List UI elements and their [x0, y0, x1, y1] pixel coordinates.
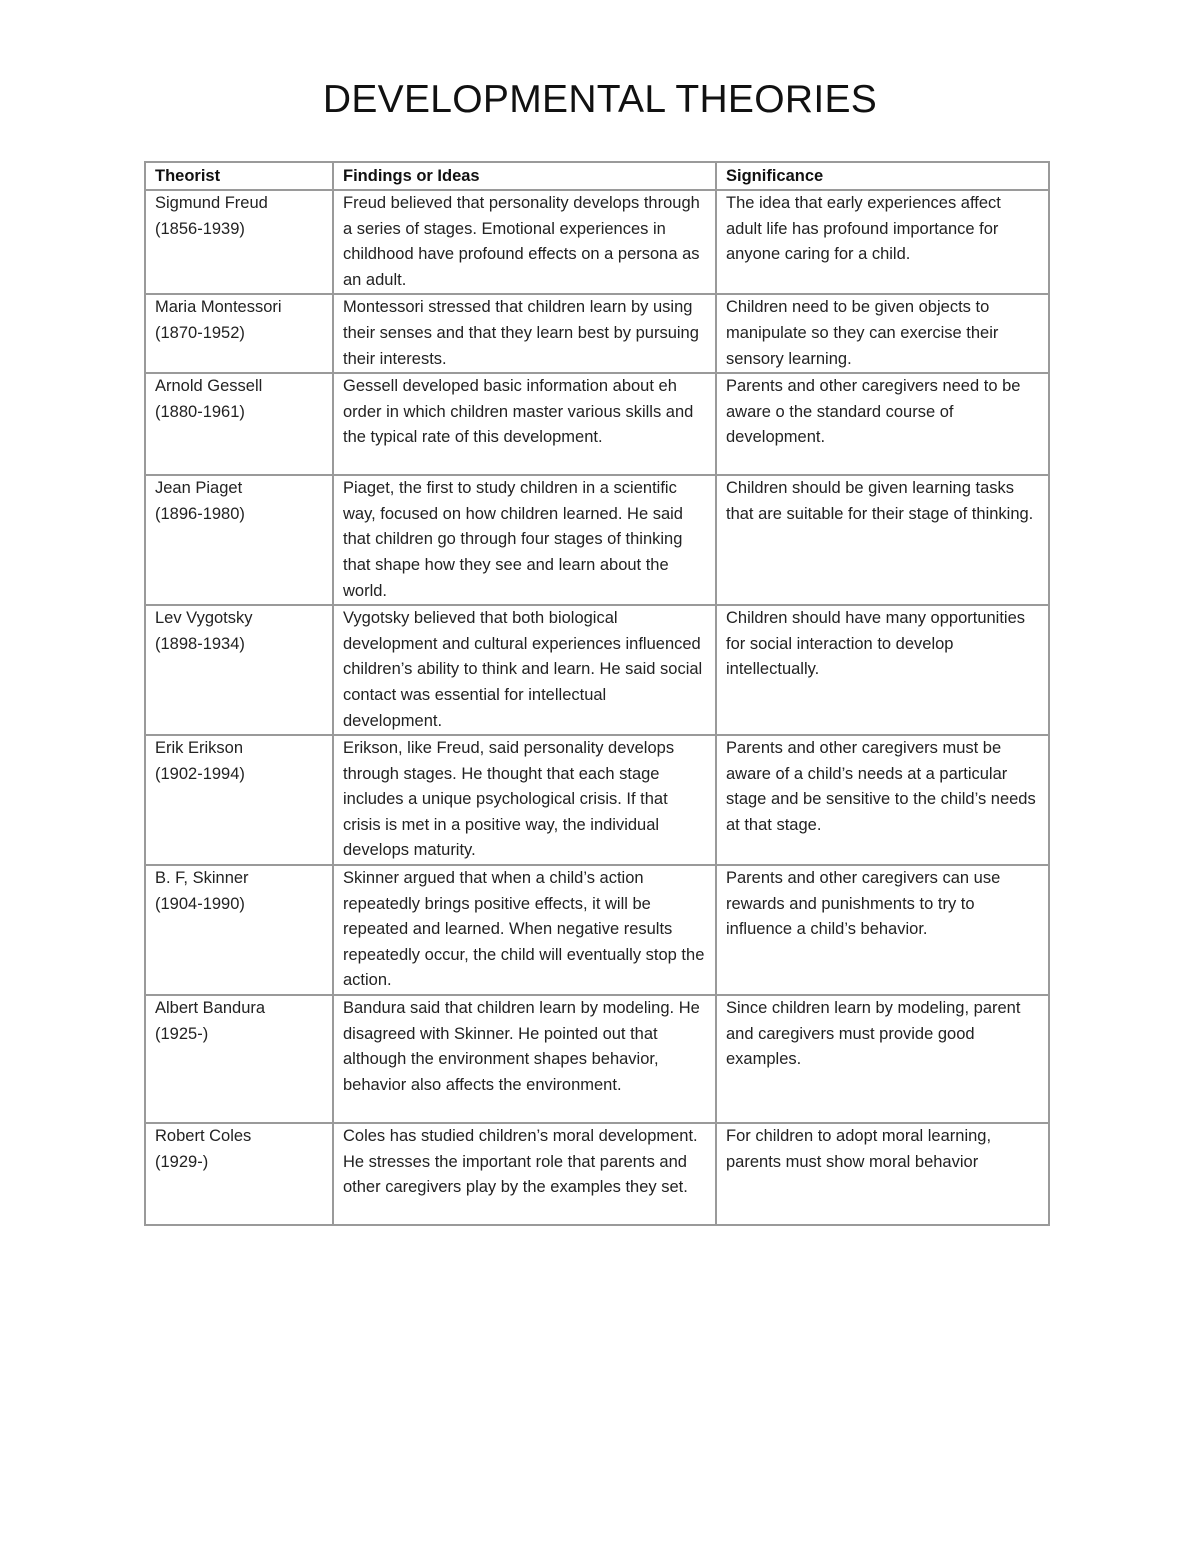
- theorist-cell: [145, 995, 333, 1123]
- findings-text: Erikson, like Freud, said personality develops through stages. He thought that each stage includes a unique psychological crisis. If that crisis is met in a positive way, the individual develops maturity.: [343, 739, 675, 860]
- table-row: [145, 865, 1049, 995]
- findings-text: Gessell developed basic information about eh order in which children master various skills and the typical rate of this development.: [343, 377, 694, 447]
- theorist-years: (1929-): [155, 1152, 209, 1171]
- theorist-years: (1925-): [155, 1024, 209, 1043]
- significance-text: Parents and other caregivers need to be aware o the standard course of development.: [726, 377, 1021, 447]
- findings-text: Montessori stressed that children learn by using their senses and that they learn best by pursuing their interests.: [343, 298, 699, 368]
- theorist-years: (1904-1990): [155, 894, 245, 913]
- findings-cell: [333, 1123, 716, 1225]
- significance-text: The idea that early experiences affect adult life has profound importance for anyone caring for a child.: [726, 194, 1001, 264]
- table-header-row: [145, 162, 1049, 190]
- table-row: [145, 190, 1049, 294]
- table-row: [145, 475, 1049, 605]
- theorist-cell: [145, 373, 333, 475]
- theorist-cell: [145, 735, 333, 865]
- theorist-cell: [145, 865, 333, 995]
- significance-cell: [716, 475, 1049, 605]
- theories-table: [144, 161, 1050, 1226]
- table-row: [145, 735, 1049, 865]
- header-findings: Findings or Ideas: [333, 162, 716, 190]
- theorist-name: Lev Vygotsky: [155, 609, 253, 628]
- theorist-name: B. F, Skinner: [155, 869, 249, 888]
- theorist-name: Maria Montessori: [155, 298, 282, 317]
- findings-cell: [333, 475, 716, 605]
- theorist-name: Sigmund Freud: [155, 194, 268, 212]
- theorist-cell: [145, 190, 333, 294]
- theorist-years: (1902-1994): [155, 764, 245, 783]
- findings-text: Bandura said that children learn by modeling. He disagreed with Skinner. He pointed out that although the environment shapes behavior, behavior also affects the environment.: [343, 999, 700, 1094]
- header-theorist: Theorist: [145, 162, 333, 190]
- significance-text: For children to adopt moral learning, parents must show moral behavior: [726, 1127, 992, 1171]
- theorist-years: (1870-1952): [155, 323, 245, 342]
- theorist-cell: [145, 475, 333, 605]
- theorist-years: (1898-1934): [155, 634, 245, 653]
- significance-text: Children should have many opportunities for social interaction to develop intellectually.: [726, 609, 1026, 679]
- findings-cell: [333, 294, 716, 373]
- theorist-name: Albert Bandura: [155, 999, 266, 1018]
- findings-cell: [333, 373, 716, 475]
- findings-text: Skinner argued that when a child’s action repeatedly brings positive effects, it will be repeated and learned. When negative results repeatedly occur, the child will eventually stop the action.: [343, 869, 705, 990]
- findings-text: Coles has studied children’s moral development. He stresses the important role that parents and other caregivers play by the examples they set.: [343, 1127, 698, 1197]
- significance-cell: [716, 190, 1049, 294]
- findings-cell: [333, 995, 716, 1123]
- findings-cell: [333, 190, 716, 294]
- theorist-name: Robert Coles: [155, 1127, 252, 1146]
- findings-text: Freud believed that personality develops through a series of stages. Emotional experiences in childhood have profound effects on a persona as an adult.: [343, 194, 700, 289]
- header-significance: Significance: [716, 162, 1049, 190]
- table-row: [145, 995, 1049, 1123]
- theorist-cell: [145, 1123, 333, 1225]
- significance-cell: [716, 995, 1049, 1123]
- table-row: [145, 294, 1049, 373]
- theorist-cell: [145, 294, 333, 373]
- significance-text: Since children learn by modeling, parent and caregivers must provide good examples.: [726, 999, 1021, 1069]
- findings-cell: [333, 735, 716, 865]
- significance-cell: [716, 294, 1049, 373]
- significance-text: Parents and other caregivers must be aware of a child’s needs at a particular stage and be sensitive to the child’s needs at that stage.: [726, 739, 1036, 834]
- significance-text: Children should be given learning tasks that are suitable for their stage of thinking.: [726, 479, 1034, 523]
- findings-cell: [333, 865, 716, 995]
- theorist-name: Arnold Gessell: [155, 377, 263, 396]
- theorist-name: Jean Piaget: [155, 479, 243, 498]
- significance-cell: [716, 605, 1049, 735]
- significance-cell: [716, 735, 1049, 865]
- theorist-years: (1880-1961): [155, 402, 245, 421]
- significance-text: Parents and other caregivers can use rewards and punishments to try to influence a child’s behavior.: [726, 869, 1001, 939]
- theorist-cell: [145, 605, 333, 735]
- theorist-name: Erik Erikson: [155, 739, 244, 758]
- table-row: [145, 373, 1049, 475]
- findings-text: Vygotsky believed that both biological development and cultural experiences influenced children’s ability to think and learn. He said social contact was essential for intellectual development.: [343, 609, 703, 730]
- significance-text: Children need to be given objects to manipulate so they can exercise their sensory learning.: [726, 298, 999, 368]
- significance-cell: [716, 1123, 1049, 1225]
- table-row: [145, 605, 1049, 735]
- theorist-years: (1856-1939): [155, 219, 245, 238]
- significance-cell: [716, 865, 1049, 995]
- significance-cell: [716, 373, 1049, 475]
- findings-text: Piaget, the first to study children in a scientific way, focused on how children learned. He said that children go through four stages of thinking that shape how they see and learn about the world.: [343, 479, 683, 600]
- page-title: DEVELOPMENTAL THEORIES: [322, 78, 878, 121]
- theorist-years: (1896-1980): [155, 504, 245, 523]
- findings-cell: [333, 605, 716, 735]
- table-row: [145, 1123, 1049, 1225]
